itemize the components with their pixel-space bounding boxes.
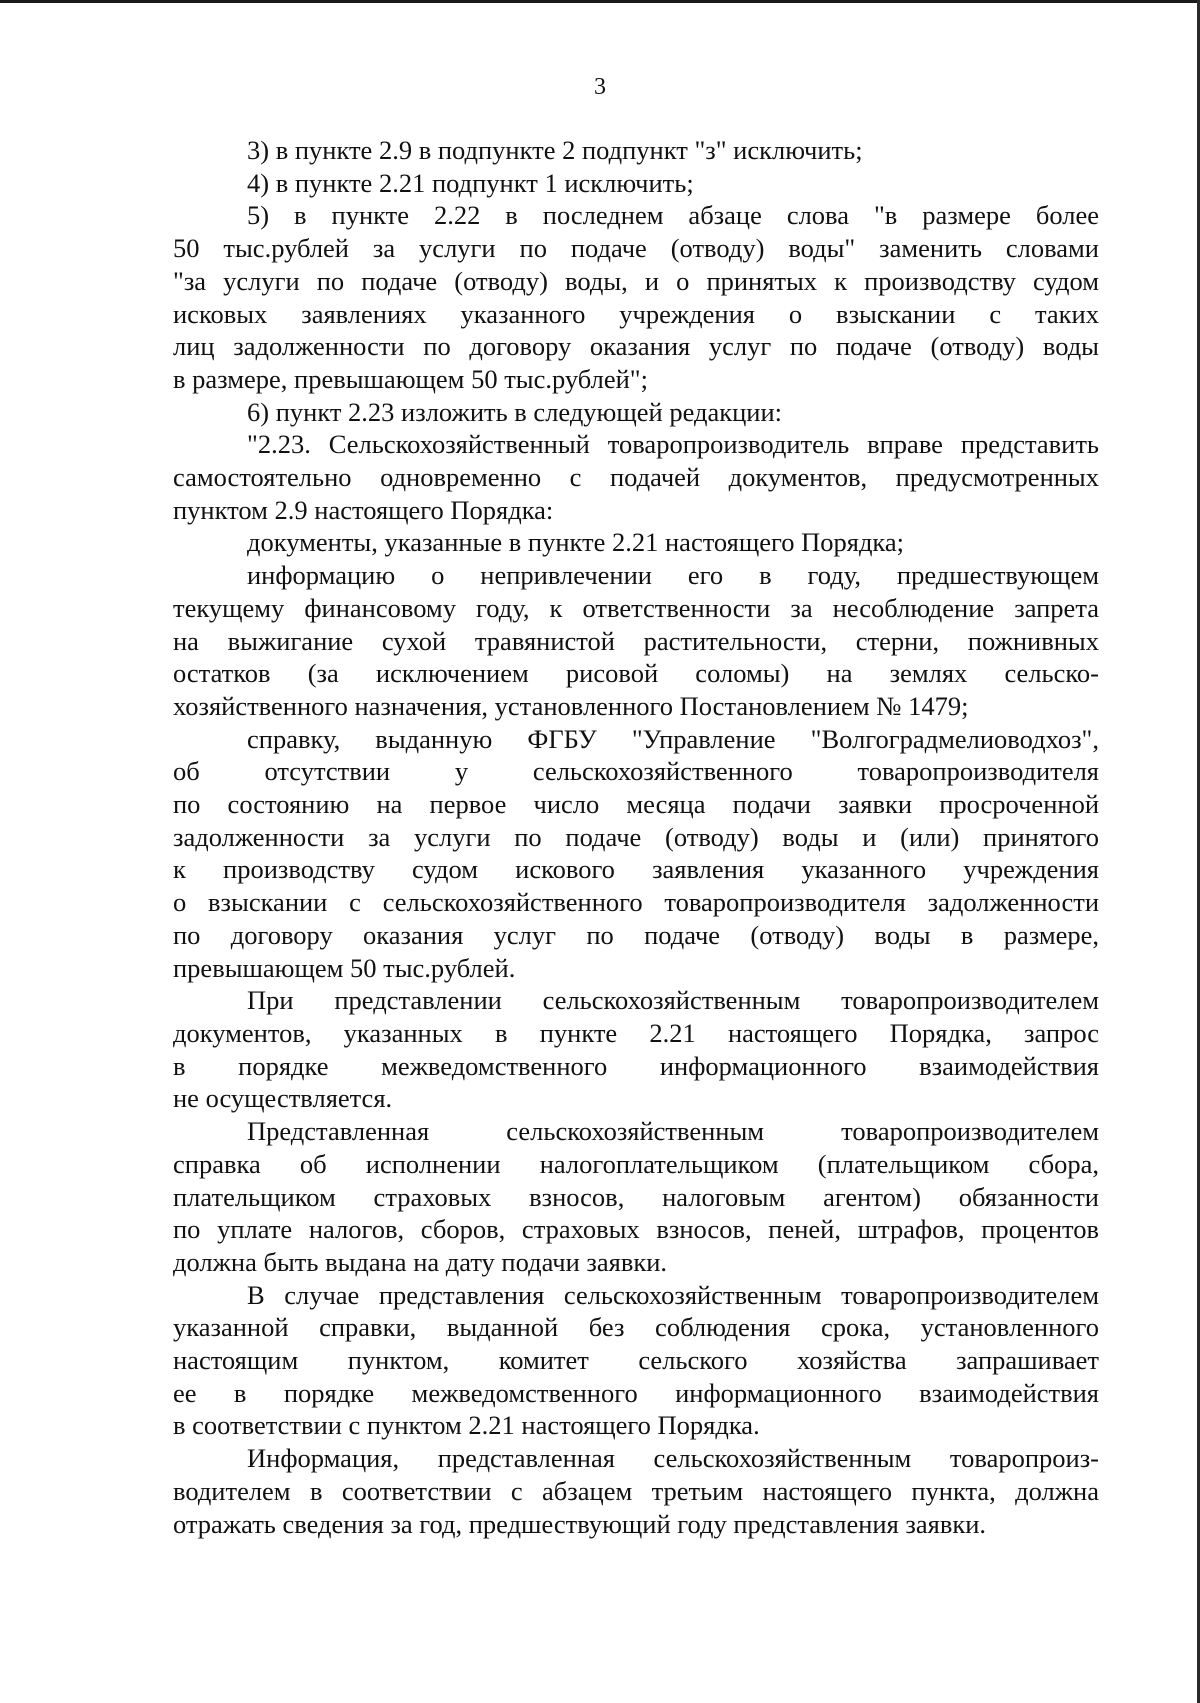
- paragraph: [173, 134, 1099, 167]
- paragraph: [173, 428, 1099, 526]
- text-line: текущему финансовому году, к ответственности за несоблюдение запрета: [173, 592, 1099, 623]
- text-line: документов, указанных в пункте 2.21 настоящего Порядка, запрос: [173, 1017, 1099, 1048]
- text-line: "за услуги по подаче (отводу) воды, и о принятых к производству судом: [173, 265, 1099, 296]
- text-line: в соответствии с пунктом 2.21 настоящего Порядка.: [173, 1410, 760, 1441]
- text-line: должна быть выдана на дату подачи заявки.: [173, 1246, 668, 1277]
- text-line: Информация, представленная сельскохозяйственным товаропроиз-: [247, 1443, 1099, 1474]
- text-line: в размере, превышающем 50 тыс.рублей";: [173, 363, 648, 394]
- paragraph: [173, 199, 1099, 395]
- text-line: При представлении сельскохозяйственным товаропроизводителем: [247, 985, 1099, 1016]
- page-number: 3: [594, 74, 606, 100]
- text-line: по договору оказания услуг по подаче (отводу) воды в размере,: [173, 919, 1099, 950]
- text-line: водителем в соответствии с абзацем третьим настоящего пункта, должна: [173, 1475, 1099, 1506]
- text-line: 50 тыс.рублей за услуги по подаче (отводу) воды" заменить словами: [173, 233, 1099, 264]
- text-line: исковых заявлениях указанного учреждения о взыскании с таких: [173, 298, 1099, 329]
- text-line: отражать сведения за год, предшествующий году представления заявки.: [173, 1508, 987, 1539]
- text-line: хозяйственного назначения, установленного Постановлением № 1479;: [173, 690, 969, 721]
- paragraph: [173, 167, 1099, 200]
- text-line: по состоянию на первое число месяца подачи заявки просроченной: [173, 789, 1099, 820]
- text-line: документы, указанные в пункте 2.21 настоящего Порядка;: [247, 527, 905, 558]
- text-line: Представленная сельскохозяйственным товаропроизводителем: [247, 1116, 1099, 1147]
- text-line: в порядке межведомственного информационного взаимодействия: [173, 1050, 1099, 1081]
- text-line: 3) в пункте 2.9 в подпункте 2 подпункт "з" исключить;: [247, 135, 863, 165]
- text-line: самостоятельно одновременно с подачей документов, предусмотренных: [173, 462, 1099, 493]
- text-line: "2.23. Сельскохозяйственный товаропроизводитель вправе представить: [247, 429, 1099, 460]
- paragraph: [173, 723, 1099, 985]
- text-line: справка об исполнении налогоплательщиком (плательщиком сбора,: [173, 1148, 1099, 1179]
- page-edge-top: [0, 0, 1200, 3]
- text-line: настоящим пунктом, комитет сельского хозяйства запрашивает: [173, 1345, 1099, 1376]
- text-line: 6) пункт 2.23 изложить в следующей редакции:: [247, 396, 783, 427]
- paragraph: [173, 526, 1099, 559]
- text-line: превышающем 50 тыс.рублей.: [173, 952, 516, 983]
- paragraph: [173, 396, 1099, 429]
- text-line: задолженности за услуги по подаче (отводу) воды и (или) принятого: [173, 821, 1099, 852]
- text-line: справку, выданную ФГБУ "Управление "Волгоградмелиоводхоз",: [247, 723, 1099, 754]
- text-line: 5) в пункте 2.22 в последнем абзаце слова "в размере более: [247, 200, 1099, 231]
- text-line: информацию о непривлечении его в году, предшествующем: [247, 560, 1099, 591]
- text-line: плательщиком страховых взносов, налоговым агентом) обязанности: [173, 1181, 1099, 1212]
- paragraph: [173, 1115, 1099, 1279]
- text-line: на выжигание сухой травянистой растительности, стерни, пожнивных: [173, 625, 1099, 656]
- document-body: [173, 134, 1099, 1540]
- text-line: об отсутствии у сельскохозяйственного товаропроизводителя: [173, 756, 1099, 787]
- text-line: 4) в пункте 2.21 подпункт 1 исключить;: [247, 167, 694, 198]
- paragraph: [173, 984, 1099, 1115]
- text-line: указанной справки, выданной без соблюдения срока, установленного: [173, 1312, 1099, 1343]
- paragraph: [173, 1442, 1099, 1540]
- paragraph: [173, 1279, 1099, 1443]
- text-line: В случае представления сельскохозяйственным товаропроизводителем: [247, 1279, 1099, 1310]
- text-line: к производству судом искового заявления указанного учреждения: [173, 854, 1099, 885]
- paragraph: [173, 559, 1099, 723]
- text-line: пунктом 2.9 настоящего Порядка:: [173, 494, 554, 525]
- text-line: остатков (за исключением рисовой соломы) на землях сельско-: [173, 658, 1099, 689]
- text-line: по уплате налогов, сборов, страховых взносов, пеней, штрафов, процентов: [173, 1214, 1099, 1245]
- text-line: лиц задолженности по договору оказания услуг по подаче (отводу) воды: [173, 331, 1099, 362]
- text-line: ее в порядке межведомственного информационного взаимодействия: [173, 1377, 1099, 1408]
- text-line: о взыскании с сельскохозяйственного товаропроизводителя задолженности: [173, 887, 1099, 918]
- text-line: не осуществляется.: [173, 1083, 393, 1114]
